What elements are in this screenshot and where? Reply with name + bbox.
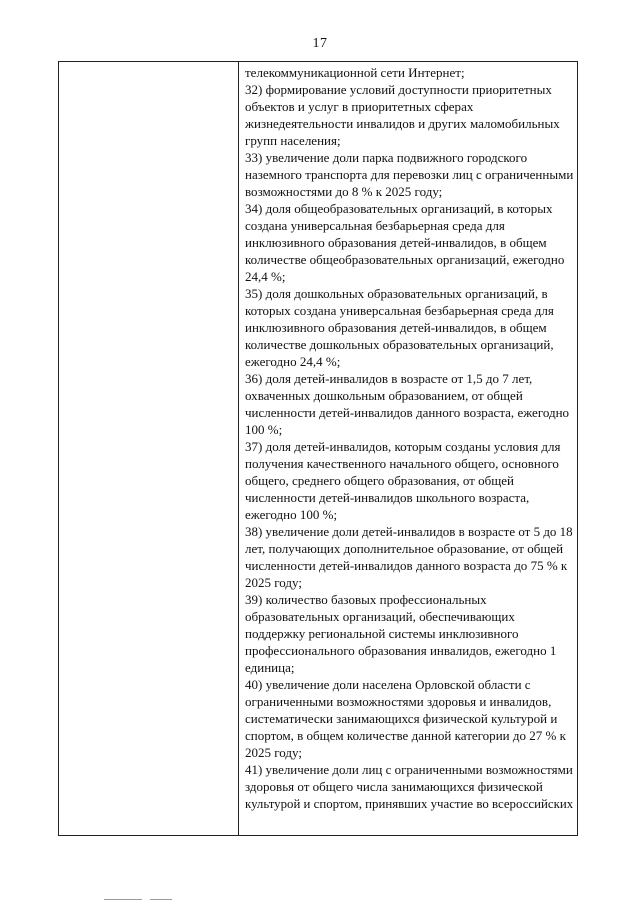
text-line: 41) увеличение доли лиц с ограниченными возможностями	[245, 762, 573, 777]
text-line: общего, среднего общего образования, от общей	[245, 473, 515, 488]
text-line: 37) доля детей-инвалидов, которым созданы условия для	[245, 439, 561, 454]
text-line: 36) доля детей-инвалидов в возрасте от 1,5 до 7 лет,	[245, 371, 533, 386]
footer-mark	[104, 899, 142, 900]
text-line: наземного транспорта для перевозки лиц с ограниченными	[245, 167, 574, 182]
text-line: телекоммуникационной сети Интернет;	[245, 65, 465, 80]
footer-mark	[150, 899, 172, 900]
text-line: объектов и услуг в приоритетных сферах	[245, 99, 474, 114]
page-number: 17	[312, 36, 328, 51]
text-line: 100 %;	[245, 422, 283, 437]
text-line: 33) увеличение доли парка подвижного городского	[245, 150, 528, 165]
text-line: 34) доля общеобразовательных организаций, в которых	[245, 201, 553, 216]
text-line: численности детей-инвалидов школьного возраста,	[245, 490, 530, 505]
text-line: 38) увеличение доли детей-инвалидов в возрасте от 5 до 18	[245, 524, 573, 539]
text-line: охваченных дошкольным образованием, от общей	[245, 388, 523, 403]
text-line: ограниченными возможностями здоровья и инвалидов,	[245, 694, 552, 709]
text-line: создана универсальная безбарьерная среда для	[245, 218, 505, 233]
indicator-list-cell	[245, 64, 575, 834]
text-line: ежегодно 24,4 %;	[245, 354, 341, 369]
text-line: которых создана универсальная безбарьерная среда для	[245, 303, 554, 318]
text-line: единица;	[245, 660, 295, 675]
text-line: численности детей-инвалидов данного возраста, ежегодно	[245, 405, 570, 420]
text-line: поддержку региональной системы инклюзивного	[245, 626, 519, 641]
text-line: здоровья от общего числа занимающихся физической	[245, 779, 543, 794]
text-line: профессионального образования инвалидов, ежегодно 1	[245, 643, 557, 658]
text-line: количестве общеобразовательных организаций, ежегодно	[245, 252, 565, 267]
text-line: 39) количество базовых профессиональных	[245, 592, 487, 607]
text-line: систематически занимающихся физической культурой и	[245, 711, 558, 726]
text-line: 32) формирование условий доступности приоритетных	[245, 82, 552, 97]
column-divider	[238, 62, 239, 835]
text-line: 2025 году;	[245, 575, 303, 590]
text-line: численности детей-инвалидов данного возраста до 75 % к	[245, 558, 568, 573]
text-line: получения качественного начального общего, основного	[245, 456, 559, 471]
text-line: возможностями до 8 % к 2025 году;	[245, 184, 443, 199]
text-line: 35) доля дошкольных образовательных организаций, в	[245, 286, 548, 301]
text-line: образовательных организаций, обеспечивающих	[245, 609, 515, 624]
text-line: 40) увеличение доли населена Орловской области с	[245, 677, 531, 692]
text-line: ежегодно 100 %;	[245, 507, 338, 522]
text-line: культурой и спортом, принявших участие во всероссийских	[245, 796, 574, 811]
text-line: инклюзивного образования детей-инвалидов, в общем	[245, 235, 547, 250]
text-line: инклюзивного образования детей-инвалидов, в общем	[245, 320, 547, 335]
text-line: групп населения;	[245, 133, 341, 148]
text-line: 24,4 %;	[245, 269, 286, 284]
text-line: 2025 году;	[245, 745, 303, 760]
text-line: количестве дошкольных образовательных организаций,	[245, 337, 554, 352]
text-line: лет, получающих дополнительное образование, от общей	[245, 541, 564, 556]
text-line: жизнедеятельности инвалидов и других маломобильных	[245, 116, 560, 131]
text-line: спортом, в общем количестве данной категории до 27 % к	[245, 728, 566, 743]
document-table	[58, 61, 578, 836]
